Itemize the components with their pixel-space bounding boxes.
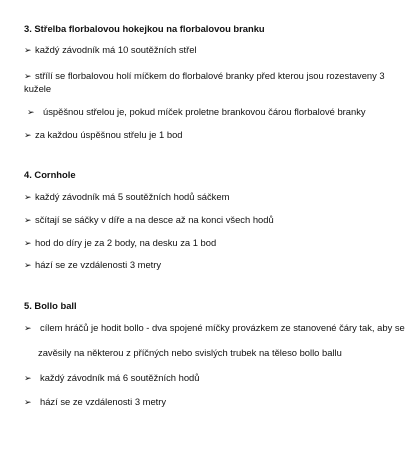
list-item-text: každý závodník má 10 soutěžních střel [35, 44, 197, 55]
list-item [24, 44, 402, 56]
list-item [27, 106, 402, 118]
list-item [24, 214, 402, 226]
list-item [24, 259, 402, 271]
section-5-heading: 5. Bollo ball [24, 300, 77, 311]
list-item-text: hod do díry je za 2 body, na desku za 1 bod [35, 237, 217, 248]
arrow-bullet-icon: ➢ [24, 373, 32, 383]
list-item-text: každý závodník má 5 soutěžních hodů sáčkem [35, 191, 230, 202]
arrow-bullet-icon: ➢ [24, 215, 32, 225]
list-item [24, 191, 402, 203]
list-item [24, 237, 402, 249]
arrow-bullet-icon: ➢ [24, 238, 32, 248]
section-4-heading: 4. Cornhole [24, 169, 76, 180]
list-item-continuation: kužele [24, 83, 52, 94]
list-item [24, 322, 405, 334]
arrow-bullet-icon: ➢ [27, 107, 35, 117]
arrow-bullet-icon: ➢ [24, 260, 32, 270]
arrow-bullet-icon: ➢ [24, 192, 32, 202]
list-item-text: střílí se florbalovou holí míčkem do florbalové branky před kterou jsou rozestaveny 3 [35, 70, 385, 81]
arrow-bullet-icon: ➢ [24, 130, 32, 140]
list-item-text: za každou úspěšnou střelu je 1 bod [35, 129, 183, 140]
list-item-text: sčítají se sáčky v díře a na desce až na konci všech hodů [35, 214, 274, 225]
list-item-text: hází se ze vzdálenosti 3 metry [35, 259, 162, 270]
list-item [24, 372, 402, 384]
section-3-heading: 3. Střelba florbalovou hokejkou na florbalovou branku [24, 23, 265, 34]
list-item [24, 129, 402, 141]
list-item-continuation: zavěsily na některou z příčných nebo svislých trubek na těleso bollo ballu [38, 347, 342, 358]
list-item-text: úspěšnou střelou je, pokud míček proletne brankovou čárou florbalové branky [43, 106, 366, 117]
arrow-bullet-icon: ➢ [24, 71, 32, 81]
list-item-text: každý závodník má 6 soutěžních hodů [40, 372, 200, 383]
arrow-bullet-icon: ➢ [24, 323, 32, 333]
arrow-bullet-icon: ➢ [24, 397, 32, 407]
list-item [24, 396, 402, 408]
arrow-bullet-icon: ➢ [24, 45, 32, 55]
list-item-text: hází se ze vzdálenosti 3 metry [40, 396, 167, 407]
list-item [24, 70, 402, 82]
list-item-text: cílem hráčů je hodit bollo - dva spojené míčky provázkem ze stanovené čáry tak, aby se [40, 322, 405, 333]
